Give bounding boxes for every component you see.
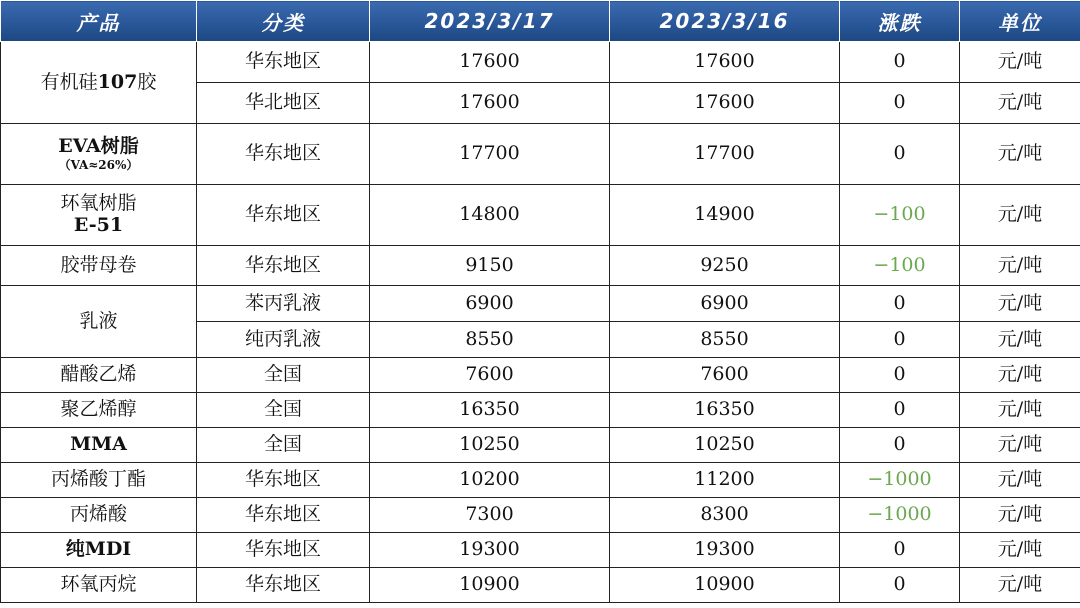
- price-cell-date1: 10200: [370, 463, 610, 498]
- price-cell-date2: 16350: [610, 393, 840, 428]
- unit-cell: 元/吨: [960, 83, 1080, 124]
- price-cell-date2: 14900: [610, 185, 840, 246]
- product-subtitle: E-51: [73, 214, 124, 236]
- price-cell-date2: 17600: [610, 83, 840, 124]
- product-cell: 环氧丙烷: [1, 568, 197, 603]
- price-cell-date2: 17600: [610, 42, 840, 83]
- unit-cell: 元/吨: [960, 42, 1080, 83]
- table-row: [1, 428, 1080, 463]
- category-cell: 华东地区: [197, 463, 370, 498]
- header-date-2: 2023/3/16: [610, 1, 840, 42]
- category-cell: 华东地区: [197, 42, 370, 83]
- change-cell: 0: [840, 124, 960, 185]
- unit-cell: 元/吨: [960, 498, 1080, 533]
- price-cell-date2: 11200: [610, 463, 840, 498]
- header-unit: 单位: [960, 1, 1080, 42]
- category-cell: 全国: [197, 393, 370, 428]
- unit-cell: 元/吨: [960, 428, 1080, 463]
- price-cell-date2: 10900: [610, 568, 840, 603]
- product-cell: [1, 124, 197, 185]
- product-cell: 丙烯酸丁酯: [1, 463, 197, 498]
- product-cell: [1, 42, 197, 124]
- product-cell: 丙烯酸: [1, 498, 197, 533]
- change-cell: −100: [840, 185, 960, 246]
- price-cell-date2: 10250: [610, 428, 840, 463]
- price-cell-date2: 8550: [610, 322, 840, 358]
- product-name: EVA树脂: [58, 134, 139, 157]
- change-cell: 0: [840, 428, 960, 463]
- header-row: [1, 1, 1080, 42]
- table-row: [1, 533, 1080, 568]
- change-cell: 0: [840, 83, 960, 124]
- price-cell-date1: 6900: [370, 286, 610, 322]
- table-row: [1, 185, 1080, 246]
- price-cell-date1: 16350: [370, 393, 610, 428]
- table-row: [1, 393, 1080, 428]
- change-cell: 0: [840, 393, 960, 428]
- table-row: [1, 246, 1080, 286]
- table-row: [1, 498, 1080, 533]
- category-cell: 纯丙乳液: [197, 322, 370, 358]
- product-cell: 乳液: [1, 286, 197, 358]
- category-cell: 华东地区: [197, 533, 370, 568]
- price-cell-date1: 17700: [370, 124, 610, 185]
- category-cell: 全国: [197, 358, 370, 393]
- table-row: [1, 124, 1080, 185]
- change-cell: −1000: [840, 463, 960, 498]
- price-cell-date1: 17600: [370, 83, 610, 124]
- product-cell: MMA: [1, 428, 197, 463]
- price-cell-date1: 19300: [370, 533, 610, 568]
- product-name: 环氧树脂: [60, 192, 137, 215]
- unit-cell: 元/吨: [960, 124, 1080, 185]
- unit-cell: 元/吨: [960, 185, 1080, 246]
- change-cell: 0: [840, 322, 960, 358]
- price-cell-date2: 8300: [610, 498, 840, 533]
- category-cell: 华北地区: [197, 83, 370, 124]
- unit-cell: 元/吨: [960, 286, 1080, 322]
- category-cell: 华东地区: [197, 498, 370, 533]
- header-date-1: 2023/3/17: [370, 1, 610, 42]
- price-cell-date1: 17600: [370, 42, 610, 83]
- category-cell: 华东地区: [197, 568, 370, 603]
- table-row: [1, 358, 1080, 393]
- product-cell: 醋酸乙烯: [1, 358, 197, 393]
- price-cell-date2: 7600: [610, 358, 840, 393]
- price-cell-date1: 7300: [370, 498, 610, 533]
- change-cell: 0: [840, 533, 960, 568]
- product-cell: 纯MDI: [1, 533, 197, 568]
- table-row: [1, 463, 1080, 498]
- unit-cell: 元/吨: [960, 568, 1080, 603]
- header-product: 产品: [1, 1, 197, 42]
- price-cell-date1: 9150: [370, 246, 610, 286]
- category-cell: 华东地区: [197, 246, 370, 286]
- unit-cell: 元/吨: [960, 463, 1080, 498]
- price-cell-date2: 17700: [610, 124, 840, 185]
- category-cell: 华东地区: [197, 185, 370, 246]
- price-cell-date1: 14800: [370, 185, 610, 246]
- price-cell-date2: 19300: [610, 533, 840, 568]
- product-cell: 聚乙烯醇: [1, 393, 197, 428]
- table-row: [1, 568, 1080, 603]
- unit-cell: 元/吨: [960, 246, 1080, 286]
- change-cell: 0: [840, 286, 960, 322]
- change-cell: 0: [840, 568, 960, 603]
- change-cell: 0: [840, 42, 960, 83]
- price-cell-date1: 10900: [370, 568, 610, 603]
- unit-cell: 元/吨: [960, 322, 1080, 358]
- unit-cell: 元/吨: [960, 533, 1080, 568]
- product-subtitle: （VA≈26%）: [58, 157, 139, 172]
- change-cell: 0: [840, 358, 960, 393]
- category-cell: 华东地区: [197, 124, 370, 185]
- header-change: 涨跌: [840, 1, 960, 42]
- price-cell-date1: 8550: [370, 322, 610, 358]
- header-category: 分类: [197, 1, 370, 42]
- price-cell-date2: 6900: [610, 286, 840, 322]
- unit-cell: 元/吨: [960, 393, 1080, 428]
- category-cell: 苯丙乳液: [197, 286, 370, 322]
- table-row: [1, 286, 1080, 322]
- product-cell: 胶带母卷: [1, 246, 197, 286]
- price-cell-date2: 9250: [610, 246, 840, 286]
- table-row: [1, 42, 1080, 83]
- price-cell-date1: 7600: [370, 358, 610, 393]
- product-name: 有机硅107胶: [40, 70, 157, 93]
- price-cell-date1: 10250: [370, 428, 610, 463]
- unit-cell: 元/吨: [960, 358, 1080, 393]
- change-cell: −100: [840, 246, 960, 286]
- category-cell: 全国: [197, 428, 370, 463]
- change-cell: −1000: [840, 498, 960, 533]
- product-cell: [1, 185, 197, 246]
